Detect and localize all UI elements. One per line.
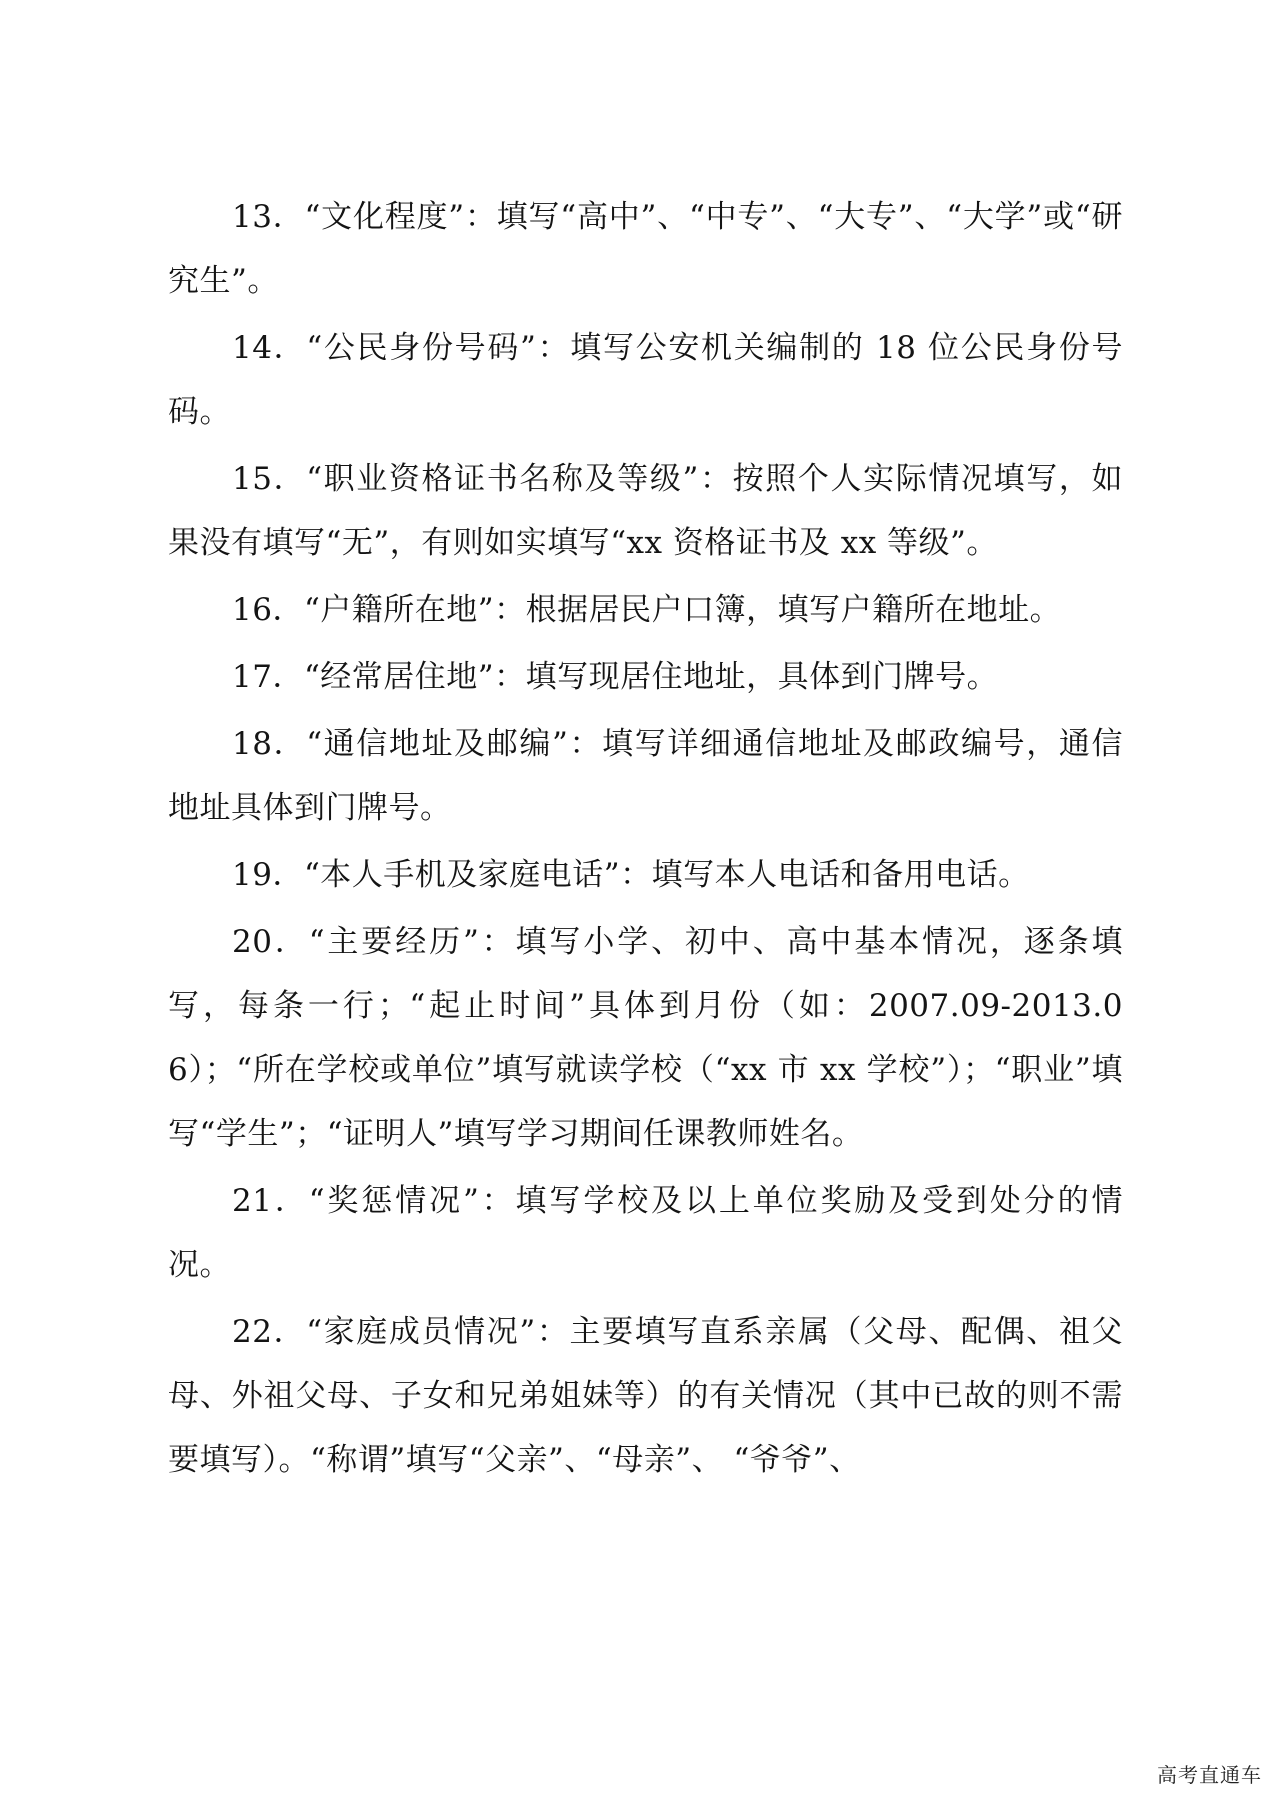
paragraph-17: 17．“经常居住地”：填写现居住地址，具体到门牌号。: [232, 659, 999, 695]
paragraph-15: 15．“职业资格证书名称及等级”：按照个人实际情况填写，如果没有填写“无”，有则如实填写“xx 资格证书及 xx 等级”。: [168, 461, 1123, 561]
paragraph-21: 21．“奖惩情况”：填写学校及以上单位奖励及受到处分的情况。: [168, 1183, 1123, 1283]
paragraph-19: 19．“本人手机及家庭电话”：填写本人电话和备用电话。: [232, 857, 1030, 893]
paragraph-22: 22．“家庭成员情况”：主要填写直系亲属（父母、配偶、祖父母、外祖父母、子女和兄弟姐妹等）的有关情况（其中已故的则不需要填写）。“称谓”填写“父亲”、“母亲”、 “爷爷”、: [168, 1314, 1123, 1478]
paragraph-16: 16．“户籍所在地”：根据居民户口簿，填写户籍所在地址。: [232, 592, 1062, 628]
watermark-text: 高考直通车: [1157, 1763, 1262, 1787]
document-body: [168, 185, 1123, 1495]
paragraph-14: 14．“公民身份号码”：填写公安机关编制的 18 位公民身份号码。: [168, 330, 1123, 430]
paragraph-18: 18．“通信地址及邮编”：填写详细通信地址及邮政编号，通信地址具体到门牌号。: [168, 726, 1123, 826]
paragraph-13: 13．“文化程度”：填写“高中”、“中专”、“大专”、“大学”或“研究生”。: [168, 199, 1123, 299]
paragraph-20: 20．“主要经历”：填写小学、初中、高中基本情况，逐条填写，每条一行；“起止时间”具体到月份（如：2007.09-2013.06）；“所在学校或单位”填写就读学校（“xx 市 xx 学校”）；“职业”填写“学生”；“证明人”填写学习期间任课教师姓名。: [168, 924, 1123, 1152]
